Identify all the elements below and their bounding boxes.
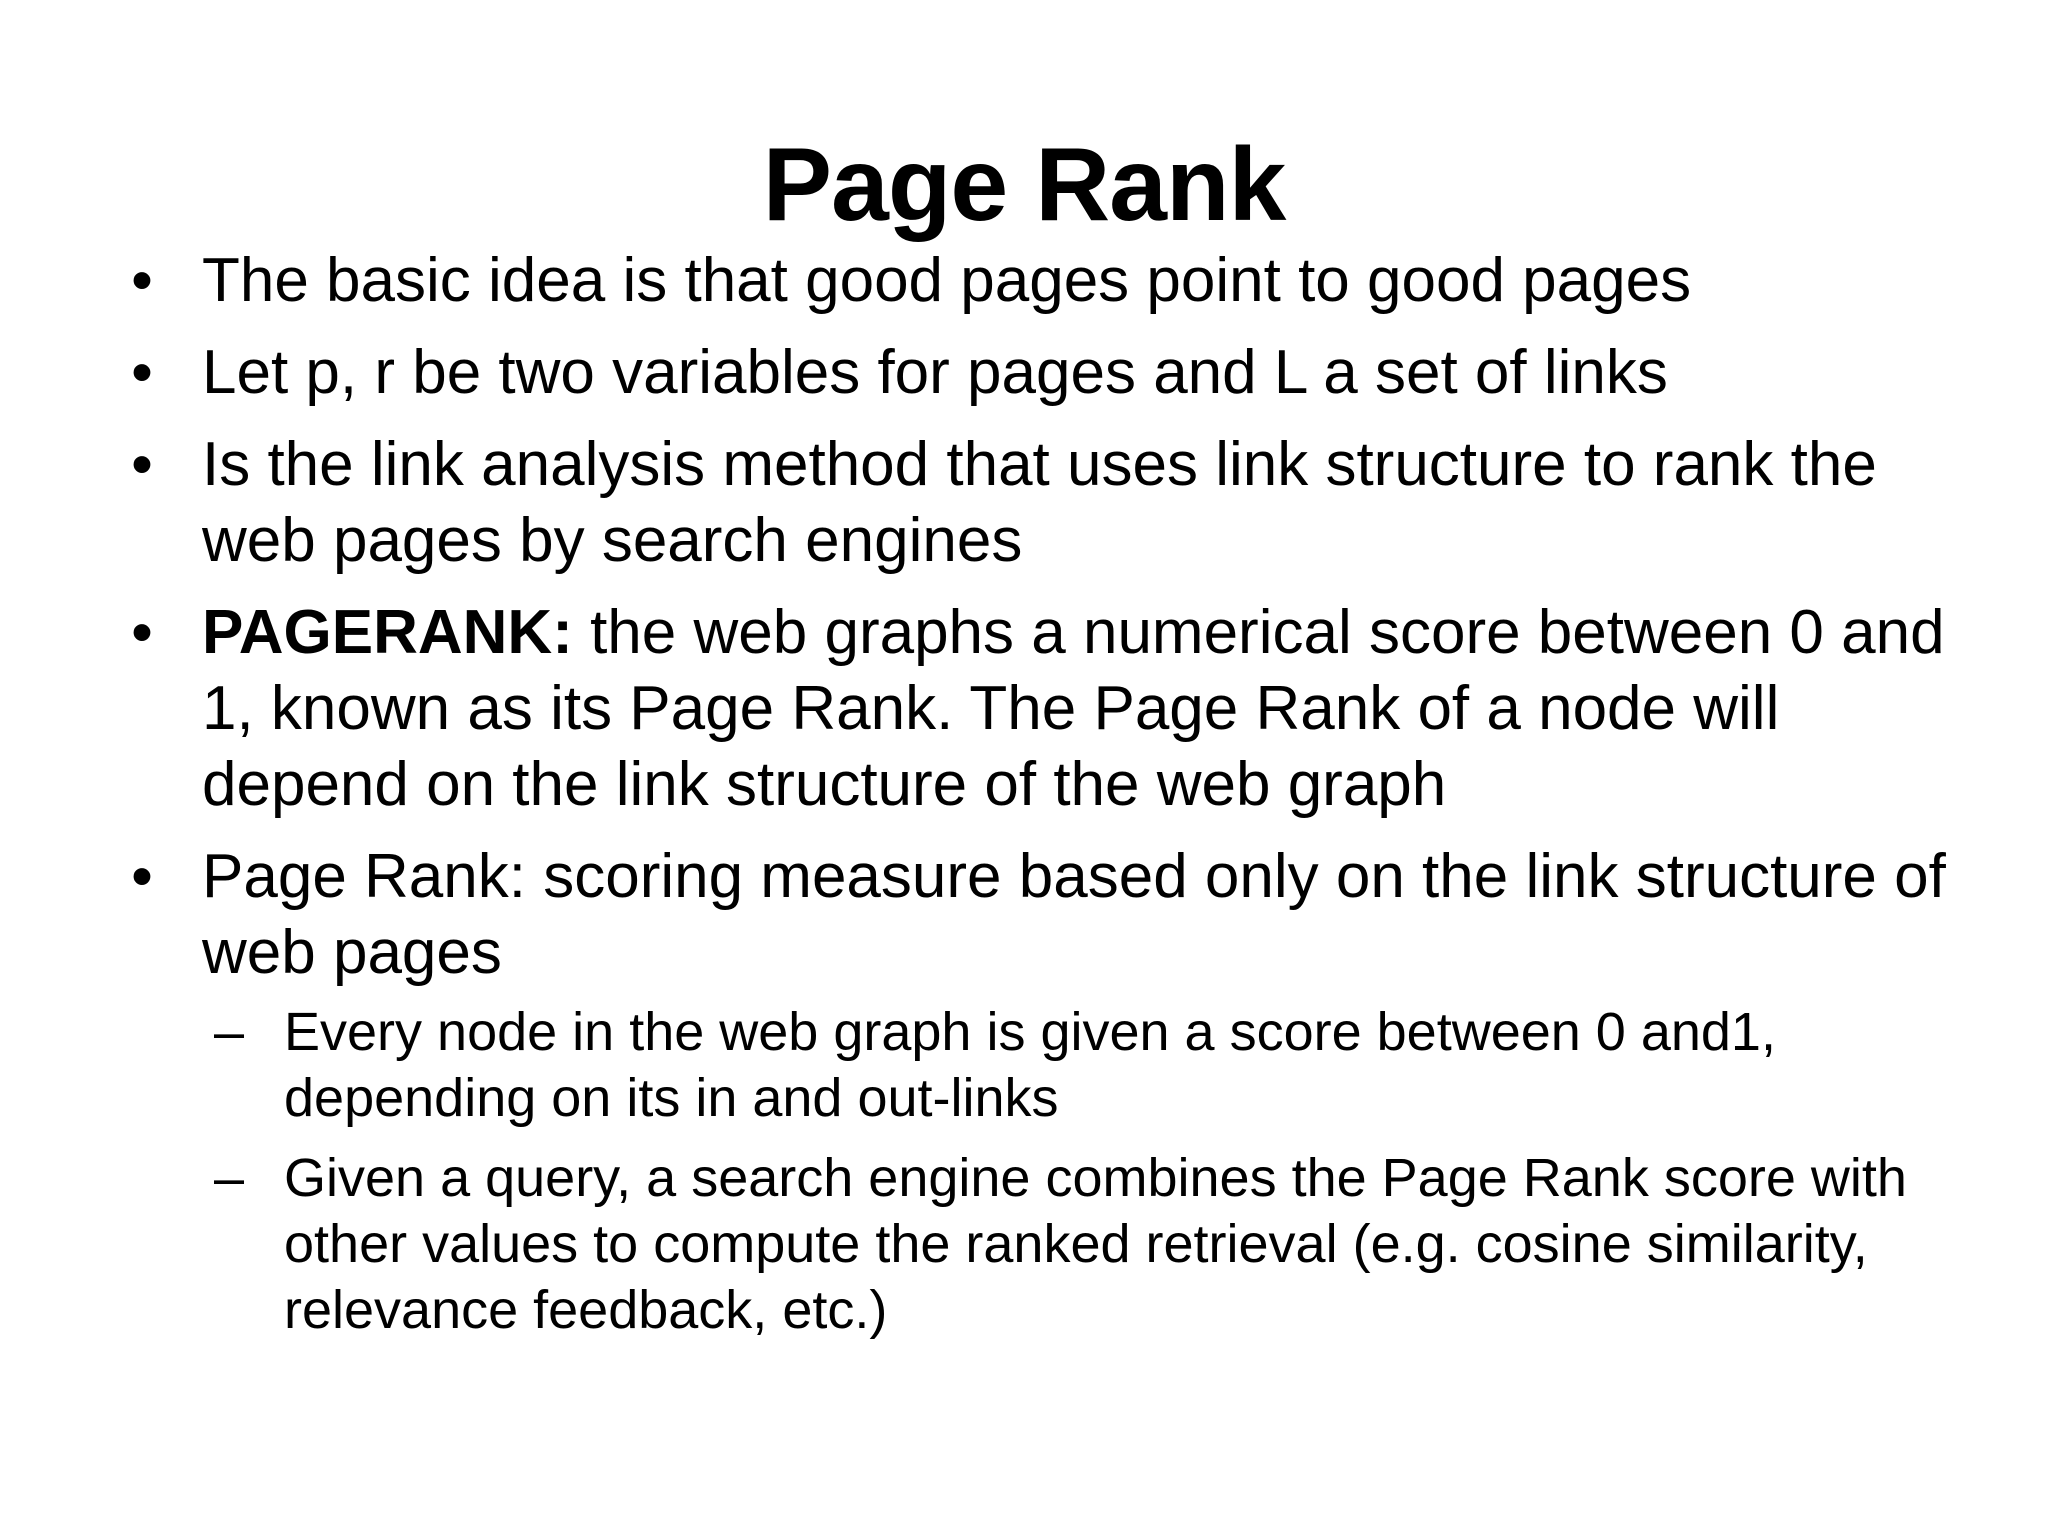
bullet-text: Is the link analysis method that uses link structure to rank the web pages by search engines	[202, 430, 1877, 575]
bullet-item	[122, 335, 1982, 411]
bullet-marker: •	[131, 246, 153, 315]
bullet-list	[122, 243, 1982, 1359]
sub-bullet-text: Given a query, a search engine combines the Page Rank score with other values to compute the ranked retrieval (e.g. cosine similarity, relevance feedback, etc.)	[284, 1148, 1907, 1340]
bullet-text: Page Rank: scoring measure based only on the link structure of web pages	[202, 842, 1946, 987]
bullet-item	[122, 243, 1982, 319]
bullet-marker: •	[131, 430, 153, 499]
slide-title: Page Rank	[762, 127, 1286, 243]
bullet-marker: •	[131, 598, 153, 667]
sub-bullet-text: Every node in the web graph is given a score between 0 and1, depending on its in and out-links	[284, 1002, 1776, 1128]
sub-bullet-list	[202, 999, 1982, 1343]
sub-bullet-marker: –	[214, 1002, 245, 1062]
sub-bullet-item	[214, 1145, 1982, 1343]
sub-bullet-item	[214, 999, 1982, 1131]
bullet-marker: •	[131, 842, 153, 911]
bullet-text: The basic idea is that good pages point to good pages	[202, 246, 1692, 315]
bullet-item	[122, 839, 1982, 1343]
bullet-item	[122, 427, 1982, 579]
bullet-lead-term: PAGERANK:	[202, 598, 573, 667]
bullet-text: the web graphs a numerical score between 0 and 1, known as its Page Rank. The Page Rank of a node will depend on the link structure of the web graph	[202, 598, 1945, 819]
bullet-marker: •	[131, 338, 153, 407]
sub-bullet-marker: –	[214, 1148, 245, 1208]
bullet-text: Let p, r be two variables for pages and L a set of links	[202, 338, 1668, 407]
bullet-item	[122, 595, 1982, 823]
